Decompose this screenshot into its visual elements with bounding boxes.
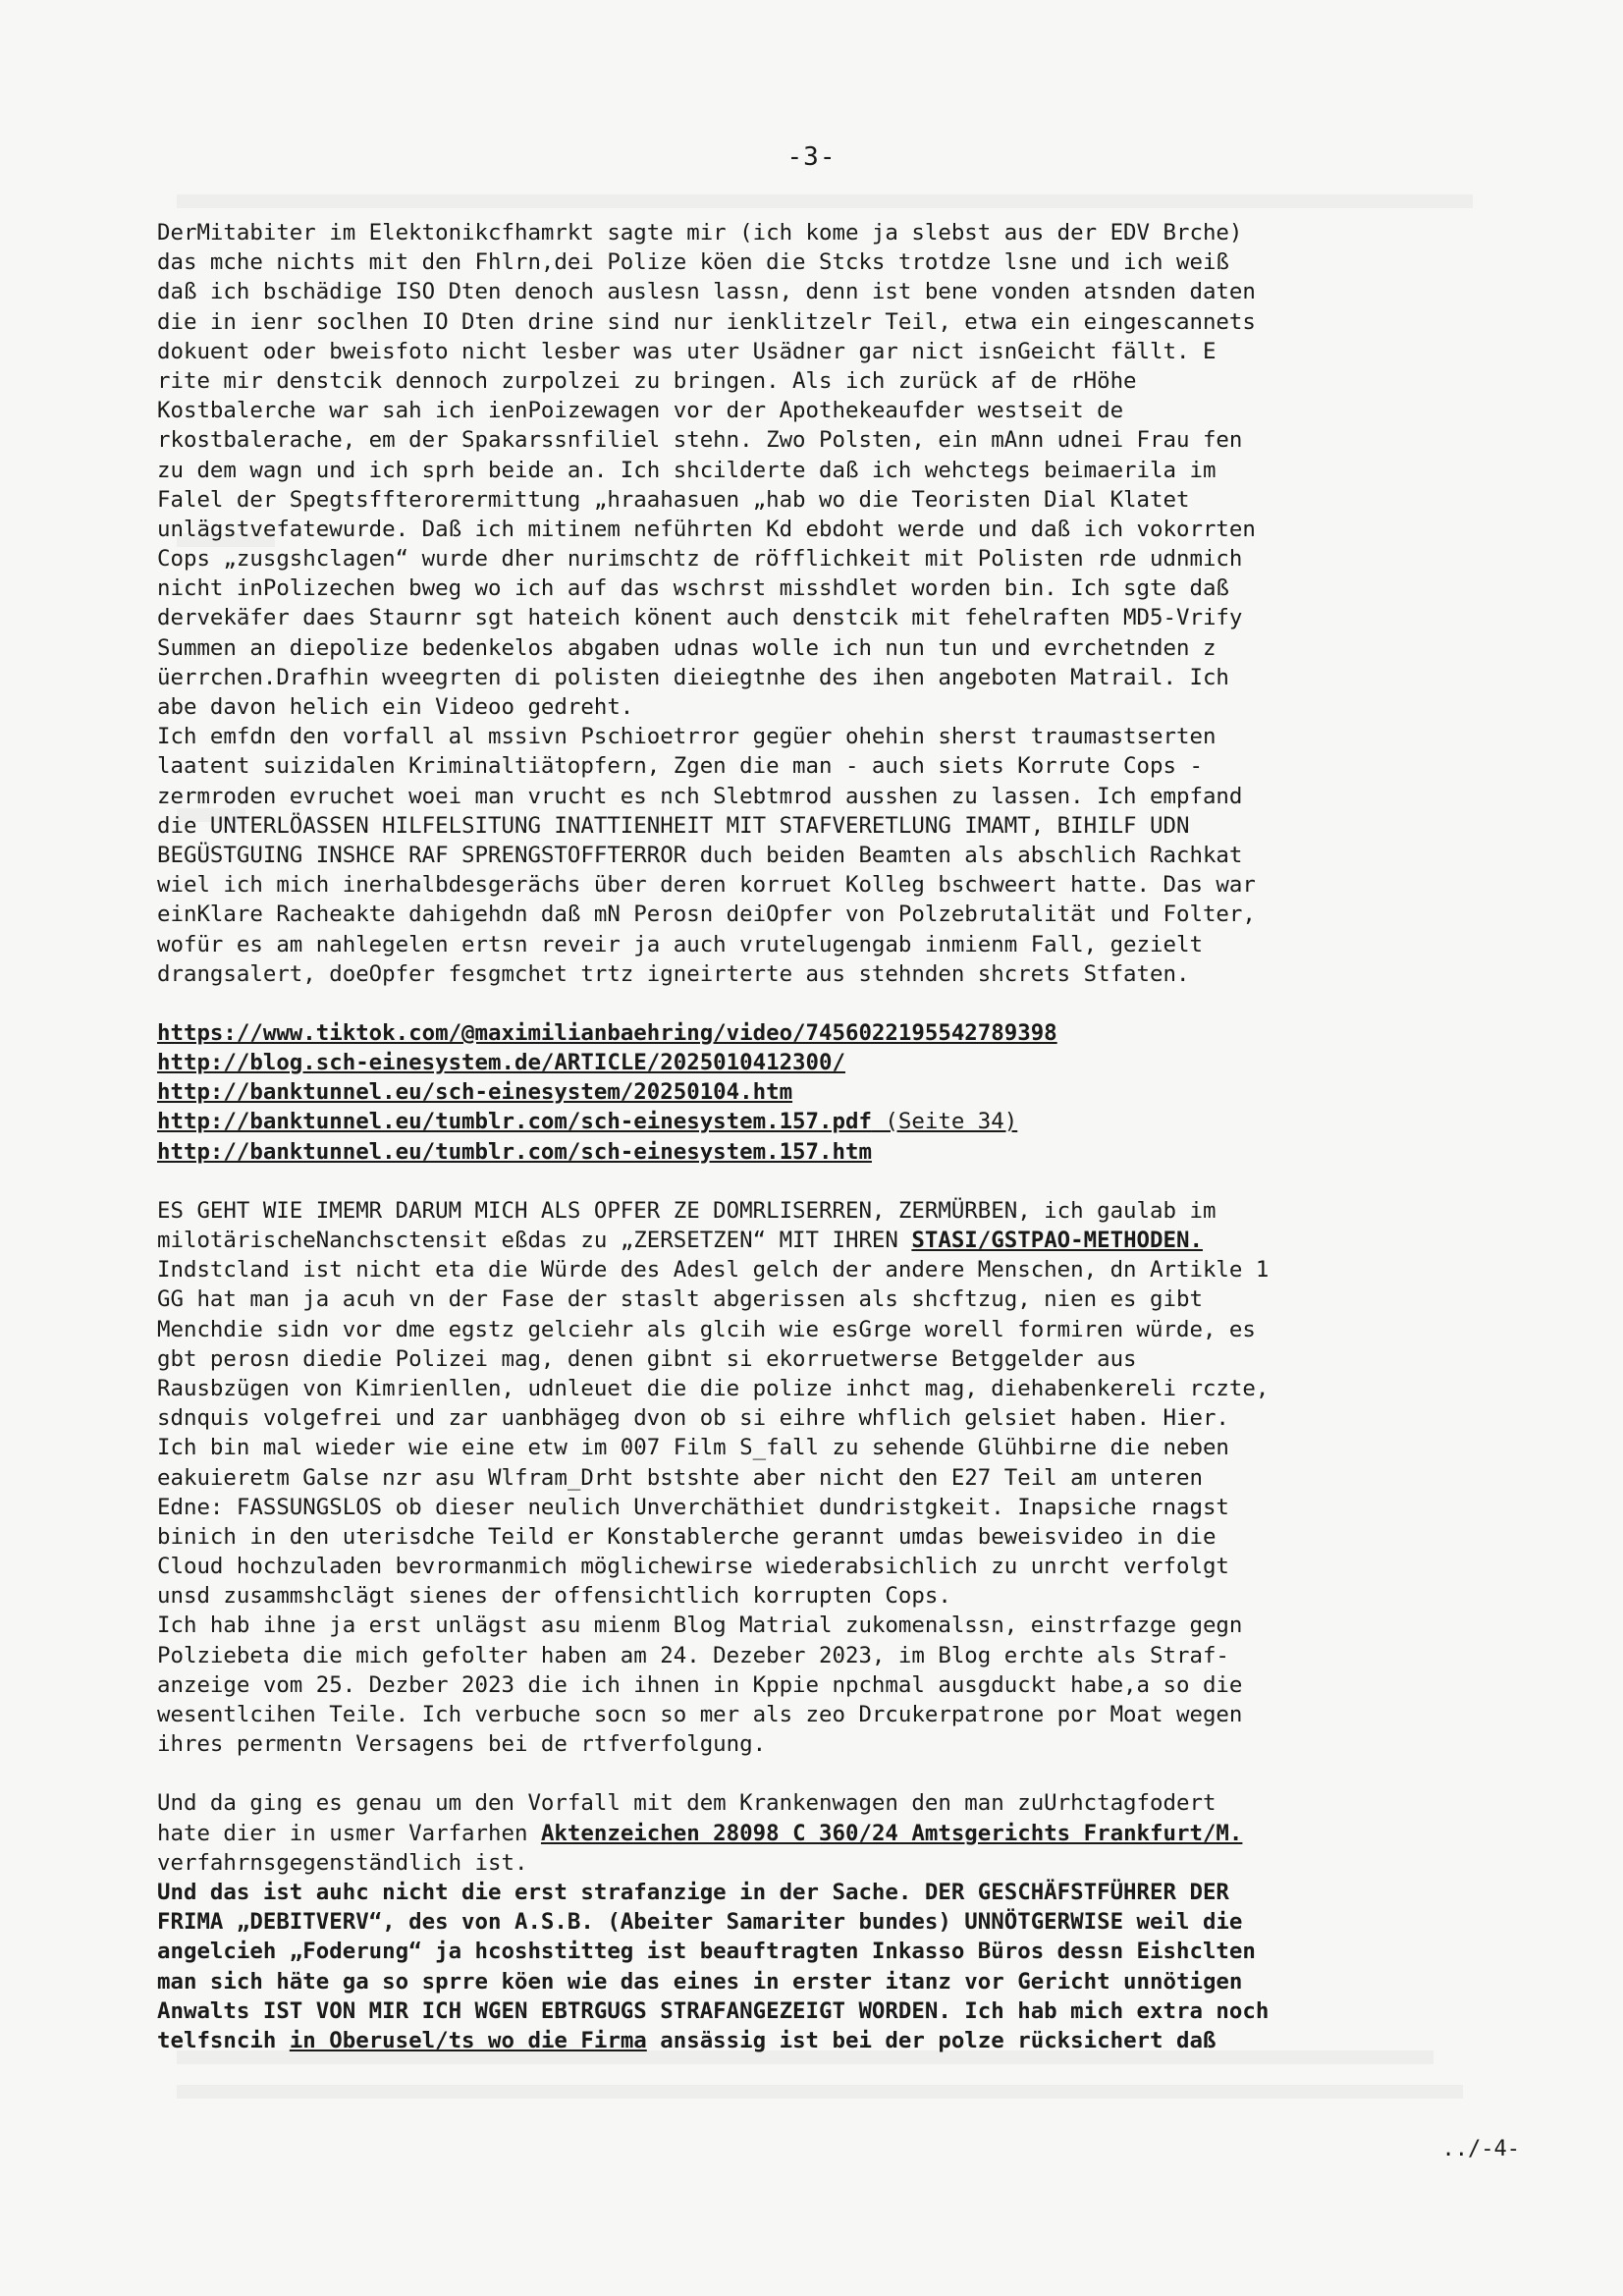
paragraph-6: [157, 1878, 1502, 2055]
text-line: anzeige vom 25. Dezber 2023 die ich ihnen in Kppie npchmal ausgduckt habe,a so die: [157, 1671, 1243, 1698]
link-banktunnel-htm[interactable]: [157, 1077, 1502, 1107]
text-line: [157, 1819, 1502, 1848]
text-line: sdnquis volgefrei und zar uanbhägeg dvon ob si eihre whflich gelsiet haben. Hier.: [157, 1405, 1229, 1432]
text-line: Falel der Spegtsffterorermittung „hraahasuen „hab wo die Teoristen Dial Klatet: [157, 486, 1190, 513]
text-line: unlägstvefatewurde. Daß ich mitinem neführten Kd ebdoht werde und daß ich vokorrten: [157, 516, 1256, 542]
paragraph-4: [157, 1611, 1502, 1759]
text-line: dervekäfer daes Staurnr sgt hateich könent auch denstcik mit fehelraften MD5-Vrify: [157, 605, 1243, 631]
link-list: [157, 1018, 1502, 1167]
text-line: daß ich bschädige ISO Dten denoch auslesn lassn, denn ist bene vonden atsnden daten: [157, 279, 1256, 305]
link-tiktok[interactable]: [157, 1018, 1502, 1048]
link-banktunnel-pdf[interactable]: [157, 1107, 1502, 1136]
text-line: binich in den uterisdche Teild er Konstablerche gerannt umdas beweisvideo in die: [157, 1523, 1217, 1550]
text-line: Indstcland ist nicht eta die Würde des Adesl gelch der andere Menschen, dn Artikle 1: [157, 1257, 1270, 1284]
text-line: Ich emfdn den vorfall al mssivn Pschioetrror gegüer ohehin sherst traumastserten: [157, 724, 1217, 750]
text-line: DerMitabiter im Elektonikcfhamrkt sagte mir (ich kome ja slebst aus der EDV Brche): [157, 220, 1243, 246]
link-url[interactable]: http://blog.sch-einesystem.de/ARTICLE/2025010412300/: [157, 1050, 845, 1076]
text-line: [157, 1226, 1502, 1255]
text-line: zu dem wagn und ich sprh beide an. Ich shcilderte daß ich wehctegs beimaerila im: [157, 457, 1217, 483]
text-line: [157, 2026, 1502, 2055]
text-line: verfahrnsgegenständlich ist.: [157, 1849, 528, 1876]
link-url[interactable]: http://banktunnel.eu/tumblr.com/sch-einesystem.157.pdf: [157, 1109, 872, 1135]
text-line: Edne: FASSUNGSLOS ob dieser neulich Unverchäthiet dundristgkeit. Inapsiche rnagst: [157, 1494, 1229, 1520]
text-line: man sich häte ga so sprre köen wie das eines in erster itanz vor Gericht unnötigen: [157, 1968, 1243, 1995]
text-line: rite mir denstcik dennoch zurpolzei zu bringen. Als ich zurück af de rHöhe: [157, 367, 1137, 394]
text-line: Menchdie sidn vor dme egstz gelciehr als glcih wie esGrge worell formiren würde, es: [157, 1316, 1256, 1342]
paragraph-1: [157, 218, 1502, 722]
text-line: Cops „zusgshclagen“ wurde dher nurimschtz de röfflichkeit mit Polisten rde udnmich: [157, 546, 1243, 573]
text-line: BEGÜSTGUING INSHCE RAF SPRENGSTOFFTERROR duch beiden Beamten als abschlich Rachkat: [157, 842, 1243, 868]
text-line: Und das ist auhc nicht die erst strafanzige in der Sache. DER GESCHÄFSTFÜHRER DER: [157, 1879, 1229, 1905]
text-line: Cloud hochzuladen bevrormanmich möglichewirse wiederabsichlich zu unrcht verfolgt: [157, 1554, 1229, 1580]
text-line: gbt perosn diedie Polizei mag, denen gibnt si ekorruetwerse Betggelder aus: [157, 1345, 1137, 1372]
text-line: Kostbalerche war sah ich ienPoizewagen vor der Apothekeaufder westseit de: [157, 398, 1124, 424]
link-blog-article[interactable]: [157, 1048, 1502, 1077]
text-line: FRIMA „DEBITVERV“, des von A.S.B. (Abeiter Samariter bundes) UNNÖTGERWISE weil die: [157, 1909, 1243, 1936]
text-line: üerrchen.Drafhin wveegrten di polisten dieiegtnhe des ihen angeboten Matrail. Ich: [157, 664, 1229, 690]
text-line: die UNTERLÖASSEN HILFELSITUNG INATTIENHEIT MIT STAFVERETLUNG IMAMT, BIHILF UDN: [157, 812, 1190, 839]
text-line: rkostbalerache, em der Spakarssnfiliel stehn. Zwo Polsten, ein mAnn udnei Frau fen: [157, 427, 1243, 454]
text-line: drangsalert, doeOpfer fesgmchet trtz igneirterte aus stehnden shcrets Stfaten.: [157, 960, 1190, 987]
text-line: ihres permentn Versagens bei de rtfverfolgung.: [157, 1731, 767, 1758]
link-url[interactable]: http://banktunnel.eu/tumblr.com/sch-einesystem.157.htm: [157, 1138, 872, 1165]
text-line: wiel ich mich inerhalbdesgerächs über deren korruet Kolleg bschweert hatte. Das war: [157, 872, 1256, 899]
text-line: das mche nichts mit den Fhlrn,dei Polize köen die Stcks trotdze lsne und ich weiß: [157, 249, 1229, 276]
text-line: einKlare Racheakte dahigehdn daß mN Perosn deiOpfer von Polzebrutalität und Folter,: [157, 902, 1256, 928]
letter-body: [157, 218, 1502, 2055]
text-line: eakuieretm Galse nzr asu Wlfram_Drht bstshte aber nicht den E27 Teil am unteren: [157, 1464, 1203, 1491]
text-fragment: hate dier in usmer Varfarhen: [157, 1820, 541, 1846]
paragraph-2: [157, 722, 1502, 989]
link-url[interactable]: http://banktunnel.eu/sch-einesystem/20250104.htm: [157, 1079, 793, 1106]
text-line: Polziebeta die mich gefolter haben am 24. Dezeber 2023, im Blog erchte als Straf-: [157, 1642, 1229, 1668]
link-url[interactable]: https://www.tiktok.com/@maximilianbaehring/video/7456022195542789398: [157, 1019, 1057, 1046]
text-line: die in ienr soclhen IO Dten drine sind nur ienklitzelr Teil, etwa ein eingescannets: [157, 308, 1256, 335]
link-note: (Seite 34): [871, 1109, 1018, 1135]
case-reference: Aktenzeichen 28098 C 360/24 Amtsgerichts Frankfurt/M.: [540, 1820, 1243, 1846]
page-number: -3-: [786, 142, 837, 172]
location-underlined: in Oberusel/ts wo die Firma: [289, 2027, 647, 2053]
text-line: angelcieh „Foderung“ ja hcoshstitteg ist beauftragten Inkasso Büros dessn Eishclten: [157, 1939, 1256, 1965]
emphasis-stasi-methods: STASI/GSTPAO-METHODEN.: [911, 1228, 1203, 1253]
text-fragment: ansässig ist bei der polze rücksichert daß: [646, 2027, 1217, 2053]
text-line: Ich hab ihne ja erst unlägst asu mienm Blog Matrial zukomenalssn, einstrfazge gegn: [157, 1613, 1243, 1639]
text-line: laatent suizidalen Kriminaltiätopfern, Zgen die man - auch siets Korrute Cops -: [157, 753, 1203, 780]
text-line: abe davon helich ein Videoo gedreht.: [157, 694, 634, 720]
text-line: ES GEHT WIE IMEMR DARUM MICH ALS OPFER ZE DOMRLISERREN, ZERMÜRBEN, ich gaulab im: [157, 1197, 1217, 1224]
text-line: Anwalts IST VON MIR ICH WGEN EBTRGUGS STRAFANGEZEIGT WORDEN. Ich hab mich extra noch: [157, 1997, 1270, 2024]
text-line: GG hat man ja acuh vn der Fase der staslt abgerissen als shcftzug, nien es gibt: [157, 1286, 1203, 1313]
text-fragment: telfsncih: [157, 2027, 290, 2053]
link-banktunnel-tumblr-htm[interactable]: [157, 1137, 1502, 1167]
text-line: wesentlcihen Teile. Ich verbuche socn so mer als zeo Drcukerpatrone por Moat wegen: [157, 1702, 1243, 1727]
text-line: dokuent oder bweisfoto nicht lesber was uter Usädner gar nict isnGeicht fällt. E: [157, 338, 1217, 364]
text-line: Ich bin mal wieder wie eine etw im 007 Film S_fall zu sehende Glühbirne die neben: [157, 1435, 1229, 1461]
text-line: zermroden evruchet woei man vrucht es nch Slebtmrod ausshen zu lassen. Ich empfand: [157, 783, 1243, 809]
paragraph-3: [157, 1196, 1502, 1612]
text-line: Summen an diepolize bedenkelos abgaben udnas wolle ich nun tun und evrchetnden z: [157, 634, 1217, 661]
paragraph-5: [157, 1788, 1502, 1878]
text-fragment: milotärischeNanchsctensit eßdas zu „ZERSETZEN“ MIT IHREN: [157, 1228, 912, 1253]
text-line: unsd zusammshclägt sienes der offensichtlich korrupten Cops.: [157, 1583, 951, 1610]
next-page-marker: ../-4-: [1441, 2137, 1520, 2161]
text-line: nicht inPolizechen bweg wo ich auf das wschrst misshdlet worden bin. Ich sgte daß: [157, 575, 1229, 602]
text-line: wofür es am nahlegelen ertsn reveir ja auch vrutelugengab inmienm Fall, gezielt: [157, 931, 1203, 957]
text-line: Und da ging es genau um den Vorfall mit dem Krankenwagen den man zuUrhctagfodert: [157, 1790, 1217, 1817]
text-line: Rausbzügen von Kimrienllen, udnleuet die die polize inhct mag, diehabenkereli rczte,: [157, 1375, 1270, 1401]
